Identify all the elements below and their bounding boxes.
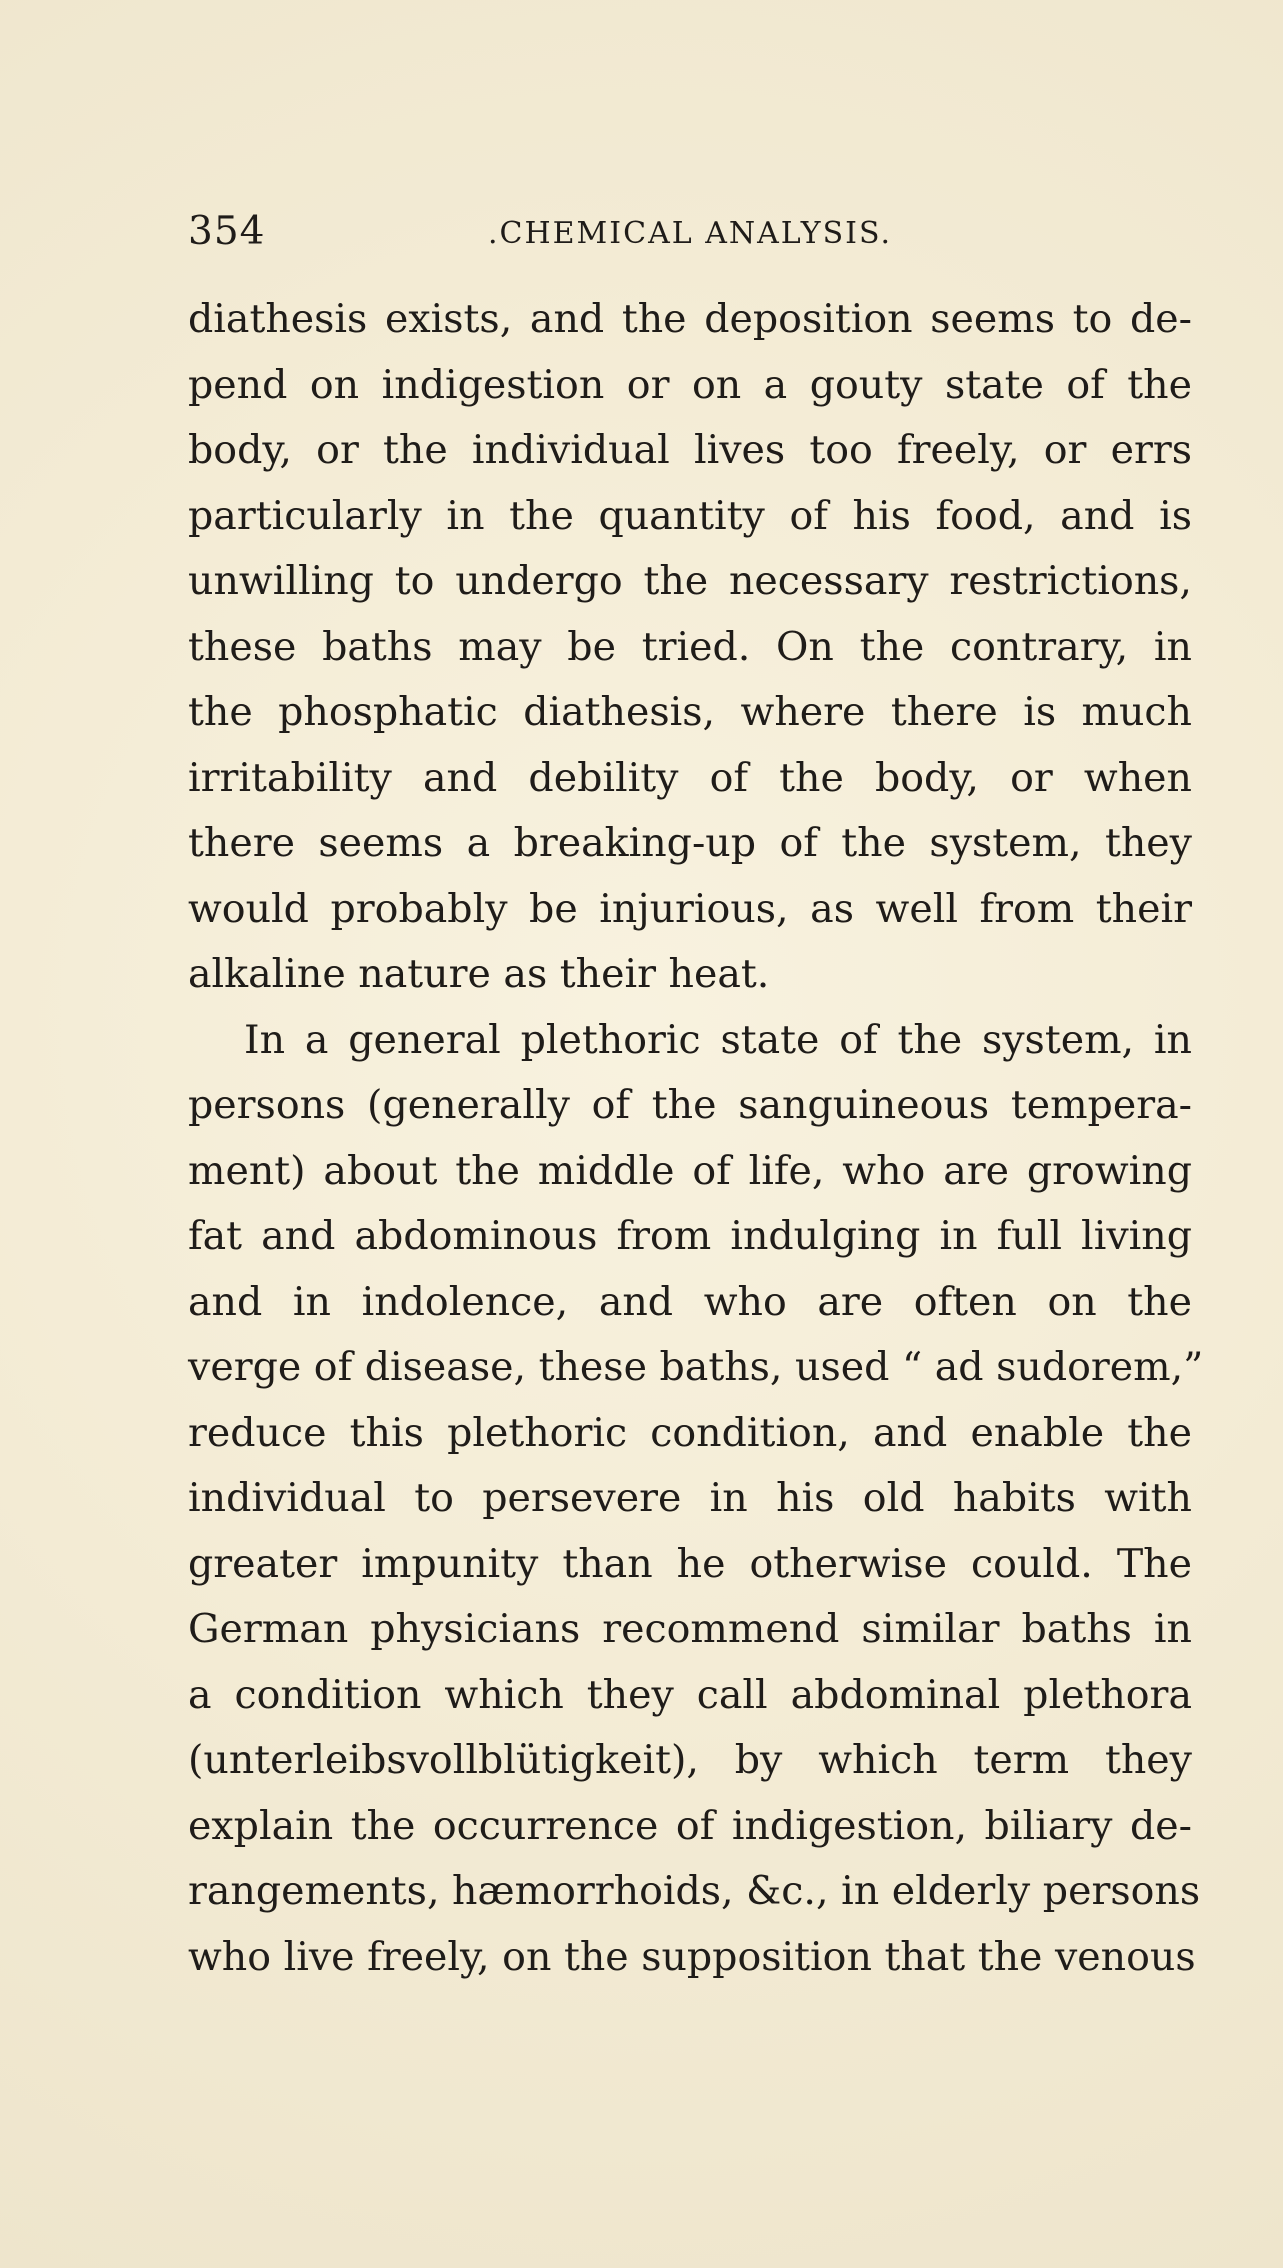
text-line: greater impunity than he otherwise could. The xyxy=(188,1540,1192,1587)
text-line: who live freely, on the supposition that the venous xyxy=(188,1933,1196,1980)
text-line: body, or the individual lives too freely, or errs xyxy=(188,427,1192,473)
text-line: In a general plethoric state of the system, in xyxy=(244,1016,1192,1063)
text-line: and in indolence, and who are often on the xyxy=(188,1278,1192,1325)
text-line: pend on indigestion or on a gouty state of the xyxy=(188,361,1192,408)
text-line: unwilling to undergo the necessary restrictions, xyxy=(188,558,1192,604)
text-line: these baths may be tried. On the contrary, in xyxy=(188,623,1192,670)
text-line: diathesis exists, and the deposition seems to de- xyxy=(188,296,1192,342)
text-line: explain the occurrence of indigestion, biliary de- xyxy=(188,1802,1192,1849)
running-title: .CHEMICAL ANALYSIS. xyxy=(488,216,893,251)
text-line: alkaline nature as their heat. xyxy=(188,951,770,997)
body-text xyxy=(188,287,1204,1990)
text-line: rangements, hæmorrhoids, &c., in elderly persons xyxy=(188,1868,1201,1914)
text-line: there seems a breaking-up of the system, they xyxy=(188,820,1192,866)
text-line: the phosphatic diathesis, where there is much xyxy=(188,689,1192,735)
page-header xyxy=(188,208,1108,256)
text-line: persons (generally of the sanguineous tempera- xyxy=(188,1082,1192,1128)
text-line: ment) about the middle of life, who are growing xyxy=(188,1147,1192,1194)
text-line: a condition which they call abdominal plethora xyxy=(188,1671,1192,1718)
text-line: particularly in the quantity of his food, and is xyxy=(188,492,1192,539)
text-line: fat and abdominous from indulging in full living xyxy=(188,1213,1192,1259)
text-line: irritability and debility of the body, or when xyxy=(188,754,1192,801)
text-line: reduce this plethoric condition, and enable the xyxy=(188,1409,1192,1456)
page-number: 354 xyxy=(188,209,266,254)
text-line: would probably be injurious, as well from their xyxy=(188,885,1192,932)
text-line: German physicians recommend similar baths in xyxy=(188,1606,1192,1652)
text-line: verge of disease, these baths, used “ ad sudorem,” xyxy=(188,1344,1204,1390)
text-line: individual to persevere in his old habits with xyxy=(188,1475,1192,1521)
text-line: (unterleibsvollblütigkeit), by which term they xyxy=(188,1737,1192,1783)
